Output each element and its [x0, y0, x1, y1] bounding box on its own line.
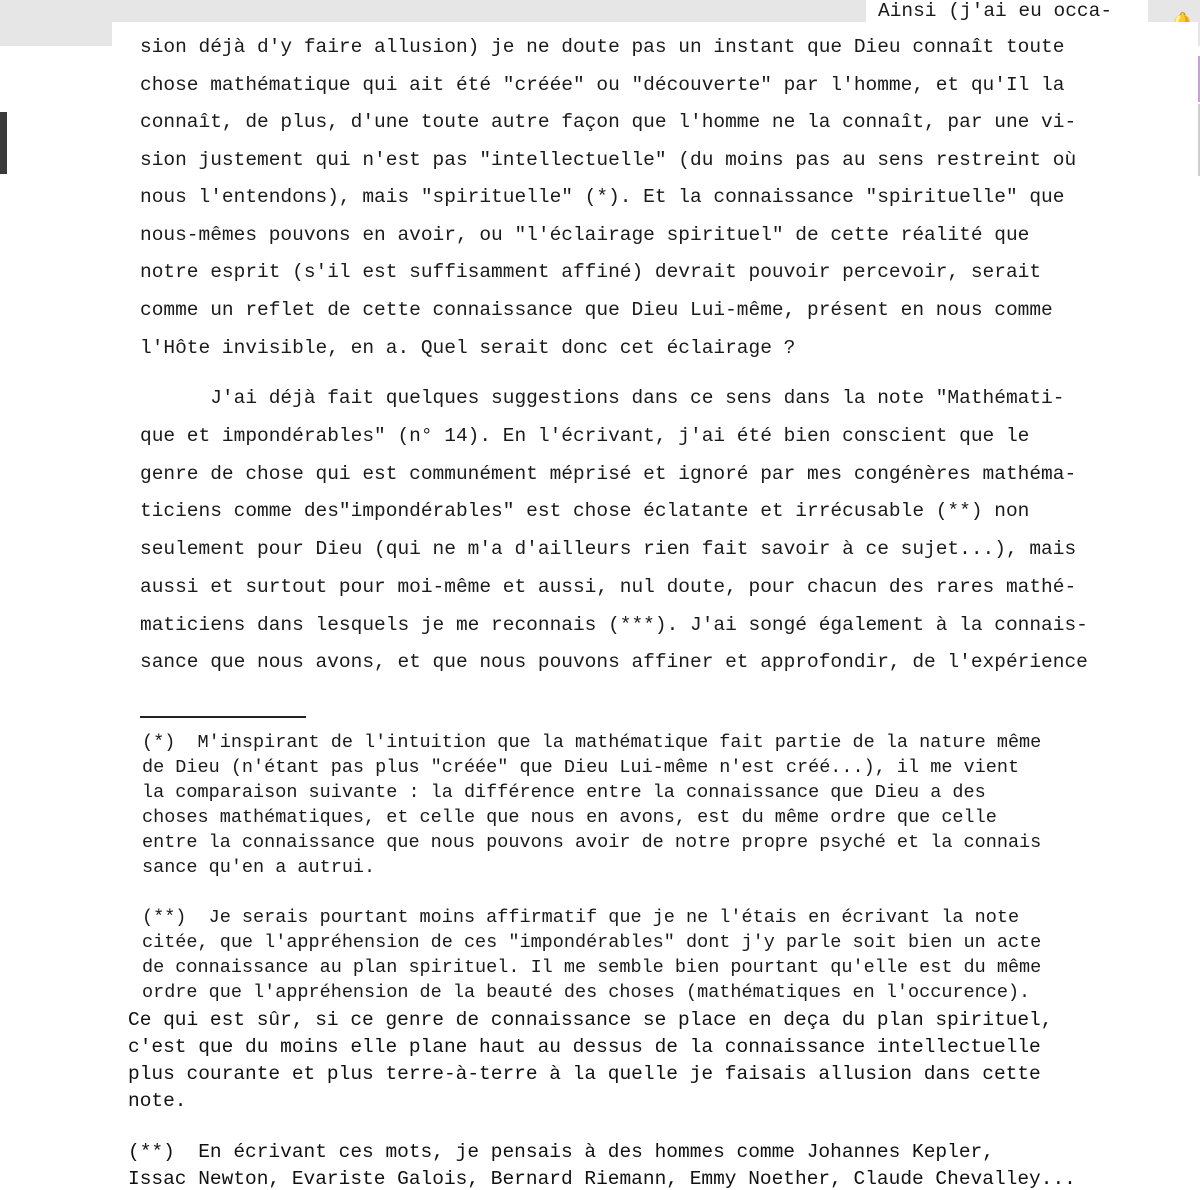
footnote-line: entre la connaissance que nous pouvons avoir de notre propre psyché et la connais [142, 832, 1042, 853]
left-side-marker [0, 112, 7, 174]
footnote-line: la comparaison suivante : la différence entre la connaissance que Dieu a des [142, 782, 986, 803]
continuation-line: plus courante et plus terre-à-terre à la quelle je faisais allusion dans cette [128, 1063, 1041, 1085]
body-line: seulement pour Dieu (qui ne m'a d'ailleurs rien fait savoir à ce sujet...), mais [140, 538, 1077, 560]
continuation-line: Issac Newton, Evariste Galois, Bernard Riemann, Emmy Noether, Claude Chevalley... [128, 1168, 1076, 1190]
body-line: nous-mêmes pouvons en avoir, ou "l'éclairage spirituel" de cette réalité que [140, 224, 1030, 246]
continuation-line: note. [128, 1090, 187, 1112]
continuation-line: Ce qui est sûr, si ce genre de connaissance se place en deça du plan spirituel, [128, 1009, 1053, 1031]
footnote-line: de connaissance au plan spirituel. Il me semble bien pourtant qu'elle est du même [142, 957, 1042, 978]
footnote-line: (*) M'inspirant de l'intuition que la mathématique fait partie de la nature même [142, 732, 1042, 753]
body-line: sion déjà d'y faire allusion) je ne doute pas un instant que Dieu connaît toute [140, 36, 1065, 58]
body-line: ticiens comme des"impondérables" est chose éclatante et irrécusable (**) non [140, 500, 1030, 522]
body-line: connaît, de plus, d'une toute autre façon que l'homme ne la connaît, par une vi- [140, 111, 1077, 133]
body-line: l'Hôte invisible, en a. Quel serait donc cet éclairage ? [140, 337, 796, 359]
footnote-line: choses mathématiques, et celle que nous en avons, est du même ordre que celle [142, 807, 997, 828]
footnote-line: citée, que l'appréhension de ces "impondérables" dont j'y parle soit bien un acte [142, 932, 1042, 953]
body-line: notre esprit (s'il est suffisamment affiné) devrait pouvoir percevoir, serait [140, 261, 1042, 283]
continuation-line: c'est que du moins elle plane haut au dessus de la connaissance intellectuelle [128, 1036, 1041, 1058]
body-line: sance que nous avons, et que nous pouvons affiner et approfondir, de l'expérience [140, 651, 1088, 673]
body-line: que et impondérables" (n° 14). En l'écrivant, j'ai été bien conscient que le [140, 425, 1030, 447]
footnote-line: de Dieu (n'étant pas plus "créée" que Dieu Lui-même n'est créé...), il me vient [142, 757, 1020, 778]
body-line: aussi et surtout pour moi-même et aussi, nul doute, pour chacun des rares mathé- [140, 576, 1077, 598]
body-line: chose mathématique qui ait été "créée" ou "découverte" par l'homme, et qu'Il la [140, 74, 1065, 96]
body-line: nous l'entendons), mais "spirituelle" (*). Et la connaissance "spirituelle" que [140, 186, 1065, 208]
body-line: maticiens dans lesquels je me reconnais (***). J'ai songé également à la connais- [140, 614, 1088, 636]
page-header: Ainsi (j'ai eu occa- [878, 0, 1113, 22]
footnote-separator [140, 716, 306, 718]
body-line: J'ai déjà fait quelques suggestions dans ce sens dans la note "Mathémati- [140, 387, 1065, 409]
body-line: sion justement qui n'est pas "intellectuelle" (du moins pas au sens restreint où [140, 149, 1077, 171]
footnote-line: ordre que l'appréhension de la beauté des choses (mathématiques en l'occurence). [142, 982, 1031, 1003]
footnote-line: sance qu'en a autrui. [142, 857, 376, 878]
continuation-line: (**) En écrivant ces mots, je pensais à des hommes comme Johannes Kepler, [128, 1141, 994, 1163]
body-line: comme un reflet de cette connaissance que Dieu Lui-même, présent en nous comme [140, 299, 1053, 321]
body-line: genre de chose qui est communément méprisé et ignoré par mes congénères mathéma- [140, 463, 1077, 485]
footnote-line: (**) Je serais pourtant moins affirmatif que je ne l'étais en écrivant la note [142, 907, 1020, 928]
